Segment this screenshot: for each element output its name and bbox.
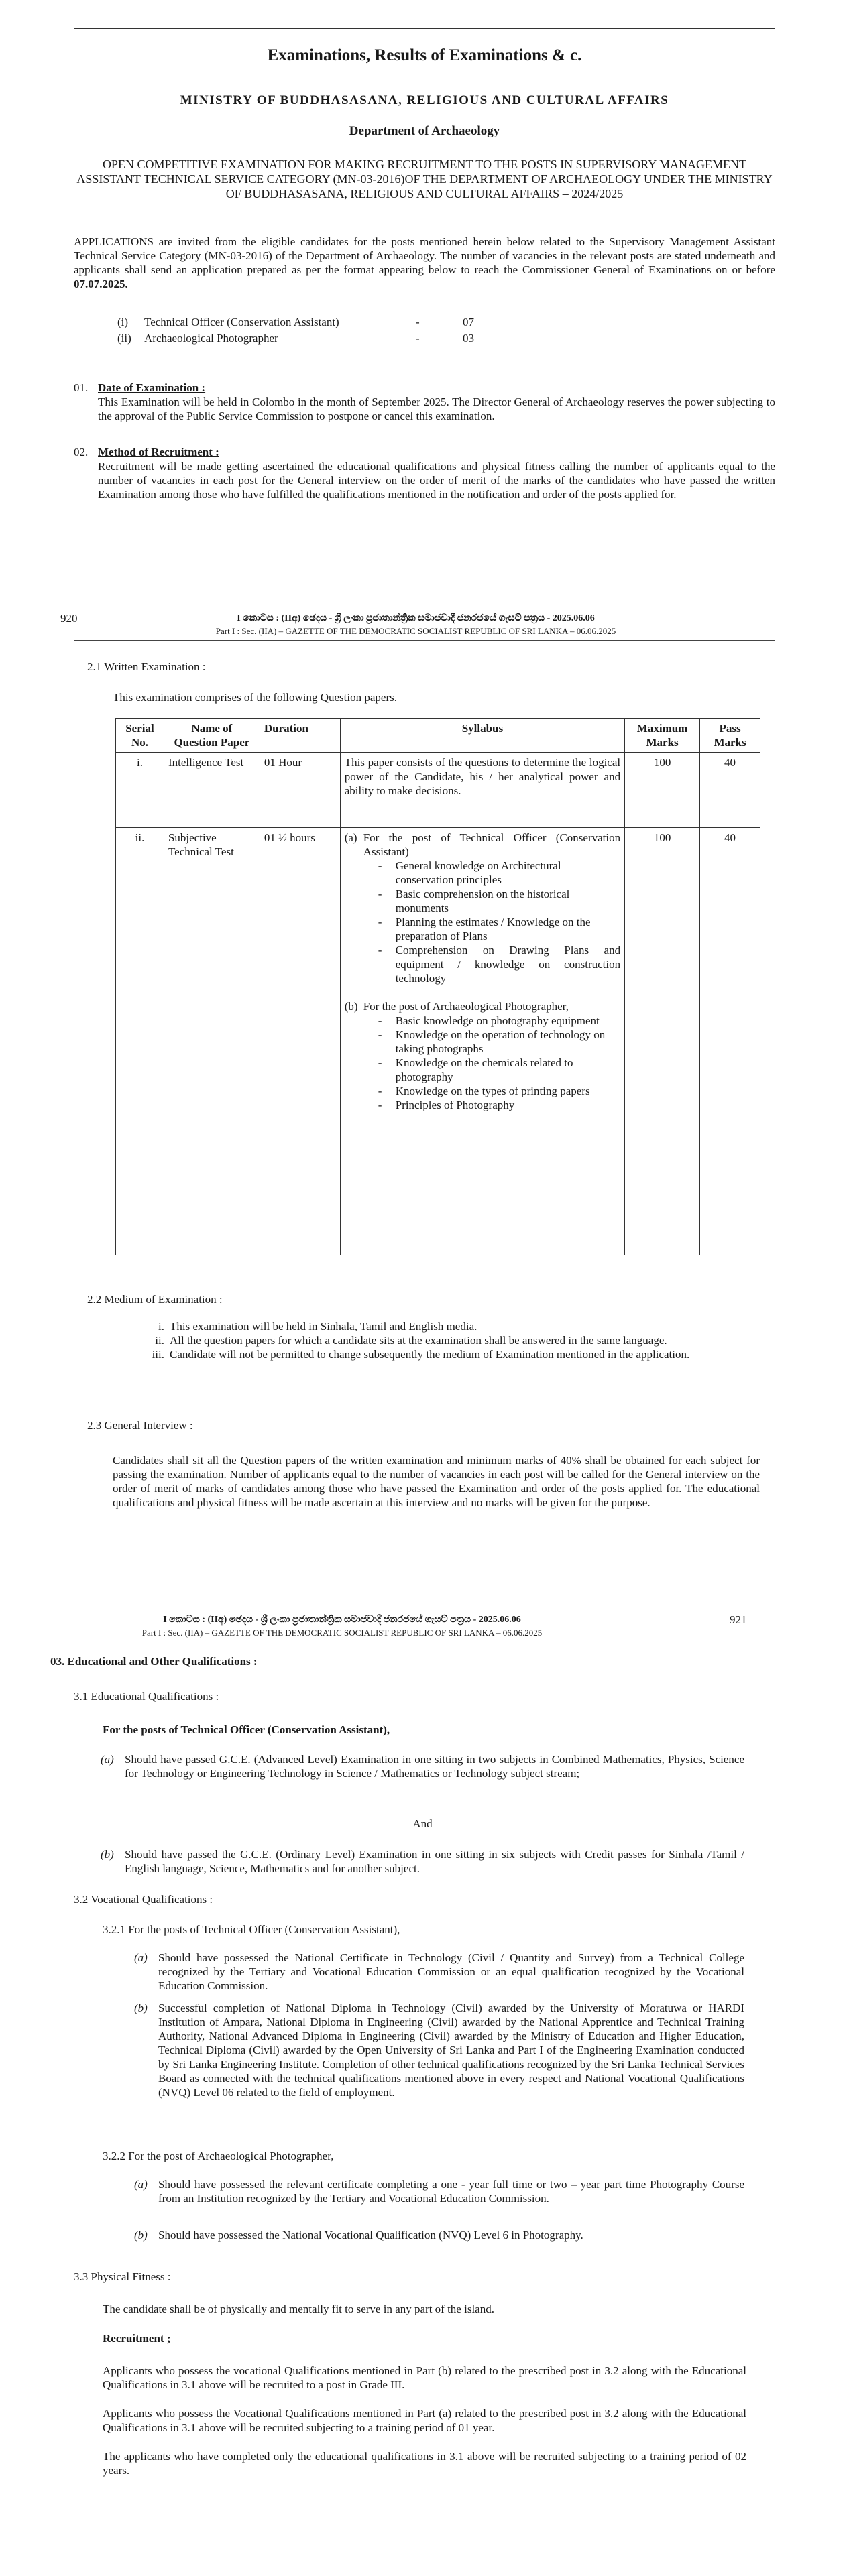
exam-title: OPEN COMPETITIVE EXAMINATION FOR MAKING RECRUITMENT TO THE POSTS IN SUPERVISORY MANAGEMENT ASSISTANT TECHNICAL SERVICE CATEGORY (MN-03-2016)OF THE DEPARTMENT OF ARCHAEOLOGY UNDER THE MINISTRY OF BUDDHASASANA, RELIGIOUS AND CULTURAL AFFAIRS – 2024/2025 bbox=[76, 158, 773, 200]
subsection-2-1: 2.1 Written Examination : bbox=[87, 660, 206, 673]
subsection-2-1-intro: This examination comprises of the following Question papers. bbox=[113, 691, 397, 704]
vocational-a: (a) Should have possessed the National Certificate in Technology (Civil / Quantity and Survey) from a Technical College recognized by the Tertiary and Vocational Education Commission or an equal qualification recognized by the Vocational Education Commission. bbox=[134, 1951, 744, 1992]
list-item: i. This examination will be held in Sinhala, Tamil and English media. bbox=[158, 1320, 477, 1333]
section-title: Method of Recruitment : bbox=[98, 446, 219, 458]
section-text: This Examination will be held in Colombo in the month of September 2025. The Director General of Archaeology reserves the power subjecting to the approval of the Public Service Commission to postpone or cancel this examination. bbox=[98, 395, 775, 422]
post-dash: - bbox=[416, 316, 420, 328]
gazette-header-line1: I කොටස : (IIඅ) ඡෙදය - ශ්‍රී ලංකා ප්‍රජාතාන්ත්‍රික සමාජවාදී ජනරජයේ ගැසට් පත්‍රය - 2025.06.06 bbox=[237, 613, 595, 623]
cell-paper: Subjective Technical Test bbox=[164, 828, 260, 1255]
section-text: Recruitment will be made getting ascertained the educational qualifications and physical fitness calling the number of applicants equal to the number of vacancies in each post for the General interview on the order of merit of the marks of the candidates who have passed the written Examination among those who have fulfilled the qualifications mentioned in the notification and order of the posts applied for. bbox=[98, 460, 775, 501]
syllabus-part-b: (b) For the post of Archaeological Photographer, bbox=[344, 1000, 569, 1013]
gazette-header-line1: I කොටස : (IIඅ) ඡෙදය - ශ්‍රී ලංකා ප්‍රජාතාන්ත්‍රික සමාජවාදී ජනරජයේ ගැසට් පත්‍රය - 2025.06.06 bbox=[163, 1615, 521, 1625]
posts-list bbox=[117, 315, 587, 347]
vocational-b: (b) Successful completion of National Diploma in Technology (Civil) awarded by the University of Moratuwa or HARDI Institution of Ampara, National Diploma in Engineering (Civil) awarded by the National Apprentice and Technical Training Authority, National Advanced Diploma in Engineering (Civil) awarded by the Ministry of Education and Higher Education, Technical Diploma (Civil) awarded by the Open University of Sri Lanka and Part I of the Engineering Examination conducted by Sri Lanka Engineering Institute. Completion of other technical qualifications recognized by the Sri Lanka Technical Services Board as connected with the technical qualifications mentioned above in every respect and National Vocational Qualifications (NVQ) Level 06 related to the field of employment. bbox=[134, 2002, 744, 2099]
cell-pass-marks: 40 bbox=[700, 828, 760, 1255]
subsection-3-2-2: 3.2.2 For the post of Archaeological Photographer, bbox=[103, 2150, 334, 2162]
list-item: - Knowledge on the operation of technology on taking photographs bbox=[378, 1028, 606, 1055]
gazette-header-line2: Part I : Sec. (IIA) – GAZETTE OF THE DEMOCRATIC SOCIALIST REPUBLIC OF SRI LANKA – 06.06.2025 bbox=[215, 626, 616, 636]
cell-pass-marks: 40 bbox=[700, 753, 760, 828]
physical-fitness-text: The candidate shall be of physically and mentally fit to serve in any part of the island. bbox=[103, 2303, 494, 2315]
qualification-a: (a) Should have passed G.C.E. (Advanced Level) Examination in one sitting in two subjects in Combined Mathematics, Physics, Science for Technology or Engineering Technology in Science / Mathematics or Technology subject stream; bbox=[101, 1753, 744, 1780]
page-number: 921 bbox=[730, 1613, 747, 1626]
main-heading: Examinations, Results of Examinations & c. bbox=[267, 46, 582, 64]
list-item: ii. All the question papers for which a candidate sits at the examination shall be answered in the same language. bbox=[155, 1334, 667, 1347]
subsection-3-1-sub: For the posts of Technical Officer (Conservation Assistant), bbox=[103, 1723, 390, 1736]
post-name: Archaeological Photographer bbox=[144, 332, 278, 345]
recruitment-paragraph: The applicants who have completed only the educational qualifications in 3.1 above will be recruited subjecting to a training period of 02 years. bbox=[103, 2450, 746, 2477]
recruitment-heading: Recruitment ; bbox=[103, 2332, 171, 2345]
header-serial: Serial No. bbox=[116, 719, 164, 753]
header-paper: Name of Question Paper bbox=[164, 719, 260, 753]
header-syllabus: Syllabus bbox=[340, 719, 624, 753]
section-03-title: 03. Educational and Other Qualifications : bbox=[50, 1655, 258, 1668]
list-item: - Basic comprehension on the historical monuments bbox=[378, 887, 570, 914]
list-item: - Knowledge on the types of printing papers bbox=[378, 1085, 590, 1097]
subsection-2-3-text: Candidates shall sit all the Question papers of the written examination and minimum marks of 40% shall be obtained for each subject for passing the examination. Number of applicants equal to the number of vacancies in each post will be called for the General interview on the order of merit of marks of candidates among those who have passed the Examination and order of the posts applied for. The educational qualifications and physical fitness will be made ascertain at this interview and no marks will be given for the purpose. bbox=[113, 1454, 760, 1509]
intro-date: 07.07.2025. bbox=[74, 278, 128, 290]
post-count: 07 bbox=[463, 316, 474, 328]
list-item: - Comprehension on Drawing Plans and equipment / knowledge on construction technology bbox=[378, 944, 621, 985]
cell-paper: Intelligence Test bbox=[164, 753, 260, 828]
post-item bbox=[117, 331, 587, 347]
list-item: - Planning the estimates / Knowledge on the preparation of Plans bbox=[378, 916, 591, 942]
gazette-header-line2: Part I : Sec. (IIA) – GAZETTE OF THE DEMOCRATIC SOCIALIST REPUBLIC OF SRI LANKA – 06.06.2025 bbox=[142, 1628, 543, 1638]
post-item bbox=[117, 315, 587, 331]
section-number: 02. bbox=[74, 446, 89, 458]
list-item: - General knowledge on Architectural conservation principles bbox=[378, 859, 561, 886]
post-number: (i) bbox=[117, 316, 129, 328]
header-pass-marks: Pass Marks bbox=[700, 719, 760, 753]
department-heading: Department of Archaeology bbox=[349, 124, 500, 138]
subsection-3-1: 3.1 Educational Qualifications : bbox=[74, 1690, 219, 1703]
list-item: - Principles of Photography bbox=[378, 1099, 515, 1111]
post-name: Technical Officer (Conservation Assistant) bbox=[144, 316, 339, 328]
ministry-heading: MINISTRY OF BUDDHASASANA, RELIGIOUS AND CULTURAL AFFAIRS bbox=[180, 93, 669, 107]
cell-duration: 01 ½ hours bbox=[260, 828, 340, 1255]
list-item: iii. Candidate will not be permitted to change subsequently the medium of Examination mentioned in the application. bbox=[152, 1348, 690, 1361]
cell-max-marks: 100 bbox=[625, 753, 700, 828]
question-papers-table bbox=[115, 718, 760, 1255]
cell-duration: 01 Hour bbox=[260, 753, 340, 828]
post-count: 03 bbox=[463, 332, 474, 345]
recruitment-paragraph: Applicants who possess the vocational Qualifications mentioned in Part (b) related to the prescribed post in 3.2 along with the Educational Qualifications in 3.1 above will be recruited to a post in Grade III. bbox=[103, 2364, 746, 2391]
subsection-3-3: 3.3 Physical Fitness : bbox=[74, 2270, 171, 2283]
section-title: Date of Examination : bbox=[98, 381, 206, 394]
recruitment-paragraph: Applicants who possess the Vocational Qualifications mentioned in Part (a) related to the prescribed post in 3.2 along with the Educational Qualifications in 3.1 above will be recruited subjecting to a training period of 01 year. bbox=[103, 2407, 746, 2434]
photographer-a: (a) Should have possessed the relevant certificate completing a one - year full time or two – year part time Photography Course from an Institution recognized by the Tertiary and Vocational Education Commission. bbox=[134, 2178, 744, 2205]
section-01 bbox=[74, 381, 775, 423]
table-row bbox=[116, 828, 760, 1255]
cell-syllabus: This paper consists of the questions to determine the logical power of the Candidate, his / her analytical power and ability to make decisions. bbox=[340, 753, 624, 828]
top-rule bbox=[74, 28, 775, 29]
post-number: (ii) bbox=[117, 332, 131, 345]
page-number: 920 bbox=[60, 612, 78, 625]
post-dash: - bbox=[416, 332, 420, 345]
cell-serial: ii. bbox=[116, 828, 164, 1255]
intro-text: APPLICATIONS are invited from the eligible candidates for the posts mentioned herein below related to the Supervisory Management Assistant Technical Service Category (MN-03-2016) of the Department of Archaeology. The number of vacancies in the relevant posts are stated underneath and applicants shall send an application prepared as per the format appearing below to reach the Commissioner General of Examinations on or before bbox=[74, 235, 775, 276]
medium-list bbox=[144, 1319, 760, 1361]
table-row bbox=[116, 753, 760, 828]
and-connector: And bbox=[412, 1817, 433, 1830]
syllabus-list-a bbox=[378, 859, 620, 985]
qualification-b: (b) Should have passed the G.C.E. (Ordinary Level) Examination in one sitting in six subjects with Credit passes for Sinhala /Tamil / English language, Science, Mathematics and for another subject. bbox=[101, 1848, 744, 1875]
list-item: - Basic knowledge on photography equipment bbox=[378, 1014, 600, 1027]
header-rule bbox=[74, 640, 775, 641]
subsection-3-2-1: 3.2.1 For the posts of Technical Officer (Conservation Assistant), bbox=[103, 1923, 400, 1936]
section-number: 01. bbox=[74, 381, 89, 394]
subsection-3-2: 3.2 Vocational Qualifications : bbox=[74, 1893, 213, 1906]
cell-max-marks: 100 bbox=[625, 828, 700, 1255]
subsection-2-3: 2.3 General Interview : bbox=[87, 1419, 193, 1432]
list-item: - Knowledge on the chemicals related to photography bbox=[378, 1056, 573, 1083]
header-max-marks: Maximum Marks bbox=[625, 719, 700, 753]
table-header-row bbox=[116, 719, 760, 753]
header-duration: Duration bbox=[260, 719, 340, 753]
photographer-b: (b) Should have possessed the National Vocational Qualification (NVQ) Level 6 in Photography. bbox=[134, 2229, 583, 2242]
section-02 bbox=[74, 445, 775, 501]
cell-syllabus bbox=[340, 828, 624, 1255]
syllabus-list-b bbox=[378, 1014, 620, 1112]
cell-serial: i. bbox=[116, 753, 164, 828]
subsection-2-2: 2.2 Medium of Examination : bbox=[87, 1293, 223, 1306]
syllabus-part-a: (a) For the post of Technical Officer (Conservation Assistant) bbox=[344, 831, 621, 858]
intro-paragraph bbox=[74, 235, 775, 291]
